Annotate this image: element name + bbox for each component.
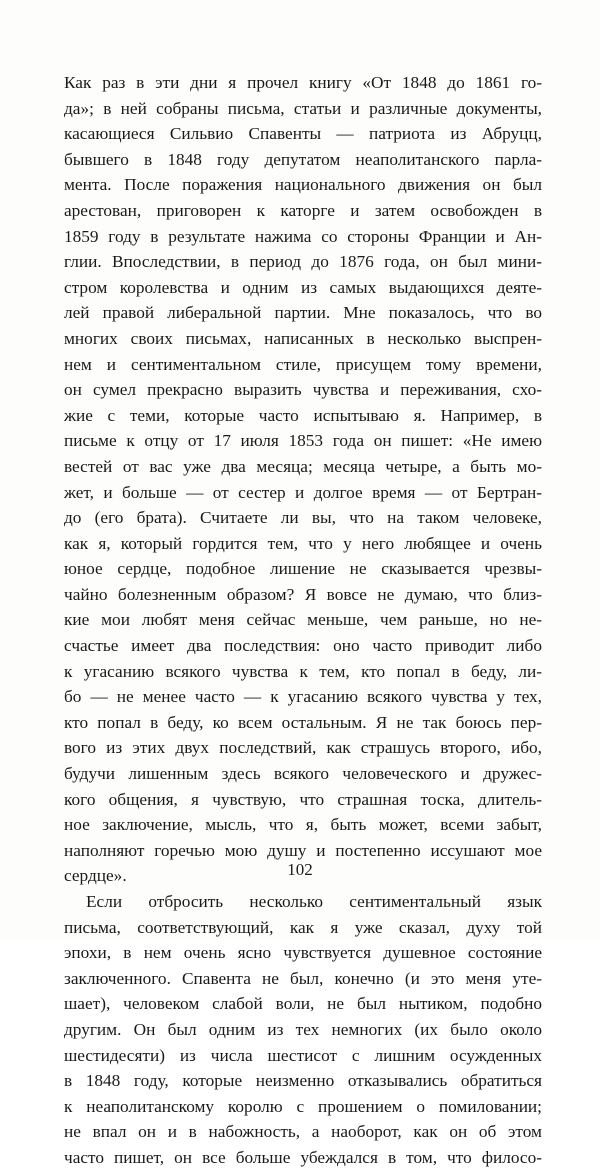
text-line: чайно болезненным образом? Я вовсе не думаю, что близ- (64, 584, 542, 604)
text-line: глии. Впоследствии, в период до 1876 года, он был мини- (64, 252, 542, 272)
text-line: шает), человеком слабой воли, не был нытиком, подобно (64, 994, 542, 1014)
text-line: стром королевства и одним из самых выдающихся деяте- (64, 277, 542, 297)
text-line: кого общения, я чувствую, что страшная тоска, длитель- (64, 789, 542, 809)
text-line: мента. После поражения национального движения он был (64, 175, 542, 195)
text-line: шестидесяти) из числа шестисот с лишним осужденных (64, 1045, 542, 1065)
text-line: юное сердце, подобное лишение не сказывается чрезвы- (64, 559, 542, 579)
body-text (64, 70, 542, 1171)
text-line: вого из этих двух последствий, как страшусь второго, ибо, (64, 738, 542, 758)
text-line: он сумел прекрасно выразить чувства и переживания, схо- (64, 380, 542, 400)
paragraph-1 (64, 70, 542, 889)
text-line: до (его брата). Считаете ли вы, что на таком человеке, (64, 508, 542, 528)
text-line: Как раз в эти дни я прочел книгу «От 1848 до 1861 го- (64, 73, 542, 92)
text-line: письме к отцу от 17 июля 1853 года он пишет: «Не имею (64, 431, 542, 451)
text-line: бывшего в 1848 году депутатом неаполитанского парла- (64, 149, 542, 169)
text-line: заключенного. Спавента не был, конечно (и это меня уте- (64, 968, 542, 988)
text-line: в 1848 году, которые неизменно отказывались обратиться (64, 1071, 542, 1091)
paragraph-2 (64, 889, 542, 1171)
text-line: к угасанию всякого чувства к тем, кто попал в беду, ли- (64, 661, 542, 681)
text-line: 1859 году в результате нажима со стороны Франции и Ан- (64, 226, 542, 246)
text-line: жет, и больше — от сестер и долгое время — от Бертран- (64, 482, 542, 502)
text-line: многих своих письмах, написанных в несколько выспрен- (64, 328, 542, 348)
text-line: эпохи, в нем очень ясно чувствуется душевное состояние (64, 943, 542, 963)
text-line: ное заключение, мысль, что я, быть может, всеми забыт, (64, 815, 542, 835)
text-line: наполняют горечью мою душу и постепенно иссушают мое (64, 840, 542, 860)
text-line: часто пишет, он все больше убеждался в том, что филосо- (64, 1147, 542, 1167)
text-line: нем и сентиментальном стиле, присущем тому времени, (64, 354, 542, 374)
text-line: жие с теми, которые часто испытываю я. Например, в (64, 405, 542, 425)
text-line: не впал он и в набожность, а наоборот, как он об этом (64, 1122, 542, 1142)
text-line: Если отбросить несколько сентиментальный язык (86, 892, 542, 911)
text-line: вестей от вас уже два месяца; месяца четыре, а быть мо- (64, 456, 542, 476)
text-line: бо — не менее часто — к угасанию всякого чувства у тех, (64, 687, 542, 707)
text-line: кто попал в беду, ко всем остальным. Я не так боюсь пер- (64, 712, 542, 732)
text-line: кие мои любят меня сейчас меньше, чем раньше, но не- (64, 610, 542, 630)
text-line: будучи лишенным здесь всякого человеческого и дружес- (64, 764, 542, 784)
text-line: касающиеся Сильвио Спавенты — патриота из Абруцц, (64, 124, 542, 144)
text-line: лей правой либеральной партии. Мне показалось, что во (64, 303, 542, 323)
text-line: как я, который гордится тем, что у него любящее и очень (64, 533, 542, 553)
text-line: к неаполитанскому королю с прошением о помиловании; (64, 1096, 542, 1116)
text-line: арестован, приговорен к каторге и затем освобожден в (64, 200, 542, 220)
text-line: сердце». (64, 866, 127, 886)
page-number: 102 (287, 860, 313, 879)
text-line: письма, соответствующий, как я уже сказал, духу той (64, 917, 542, 937)
text-line: другим. Он был одним из тех немногих (их было около (64, 1019, 542, 1039)
text-line: да»; в ней собраны письма, статьи и различные документы, (64, 98, 542, 118)
text-line: счастье имеет два последствия: оно часто приводит либо (64, 636, 542, 656)
